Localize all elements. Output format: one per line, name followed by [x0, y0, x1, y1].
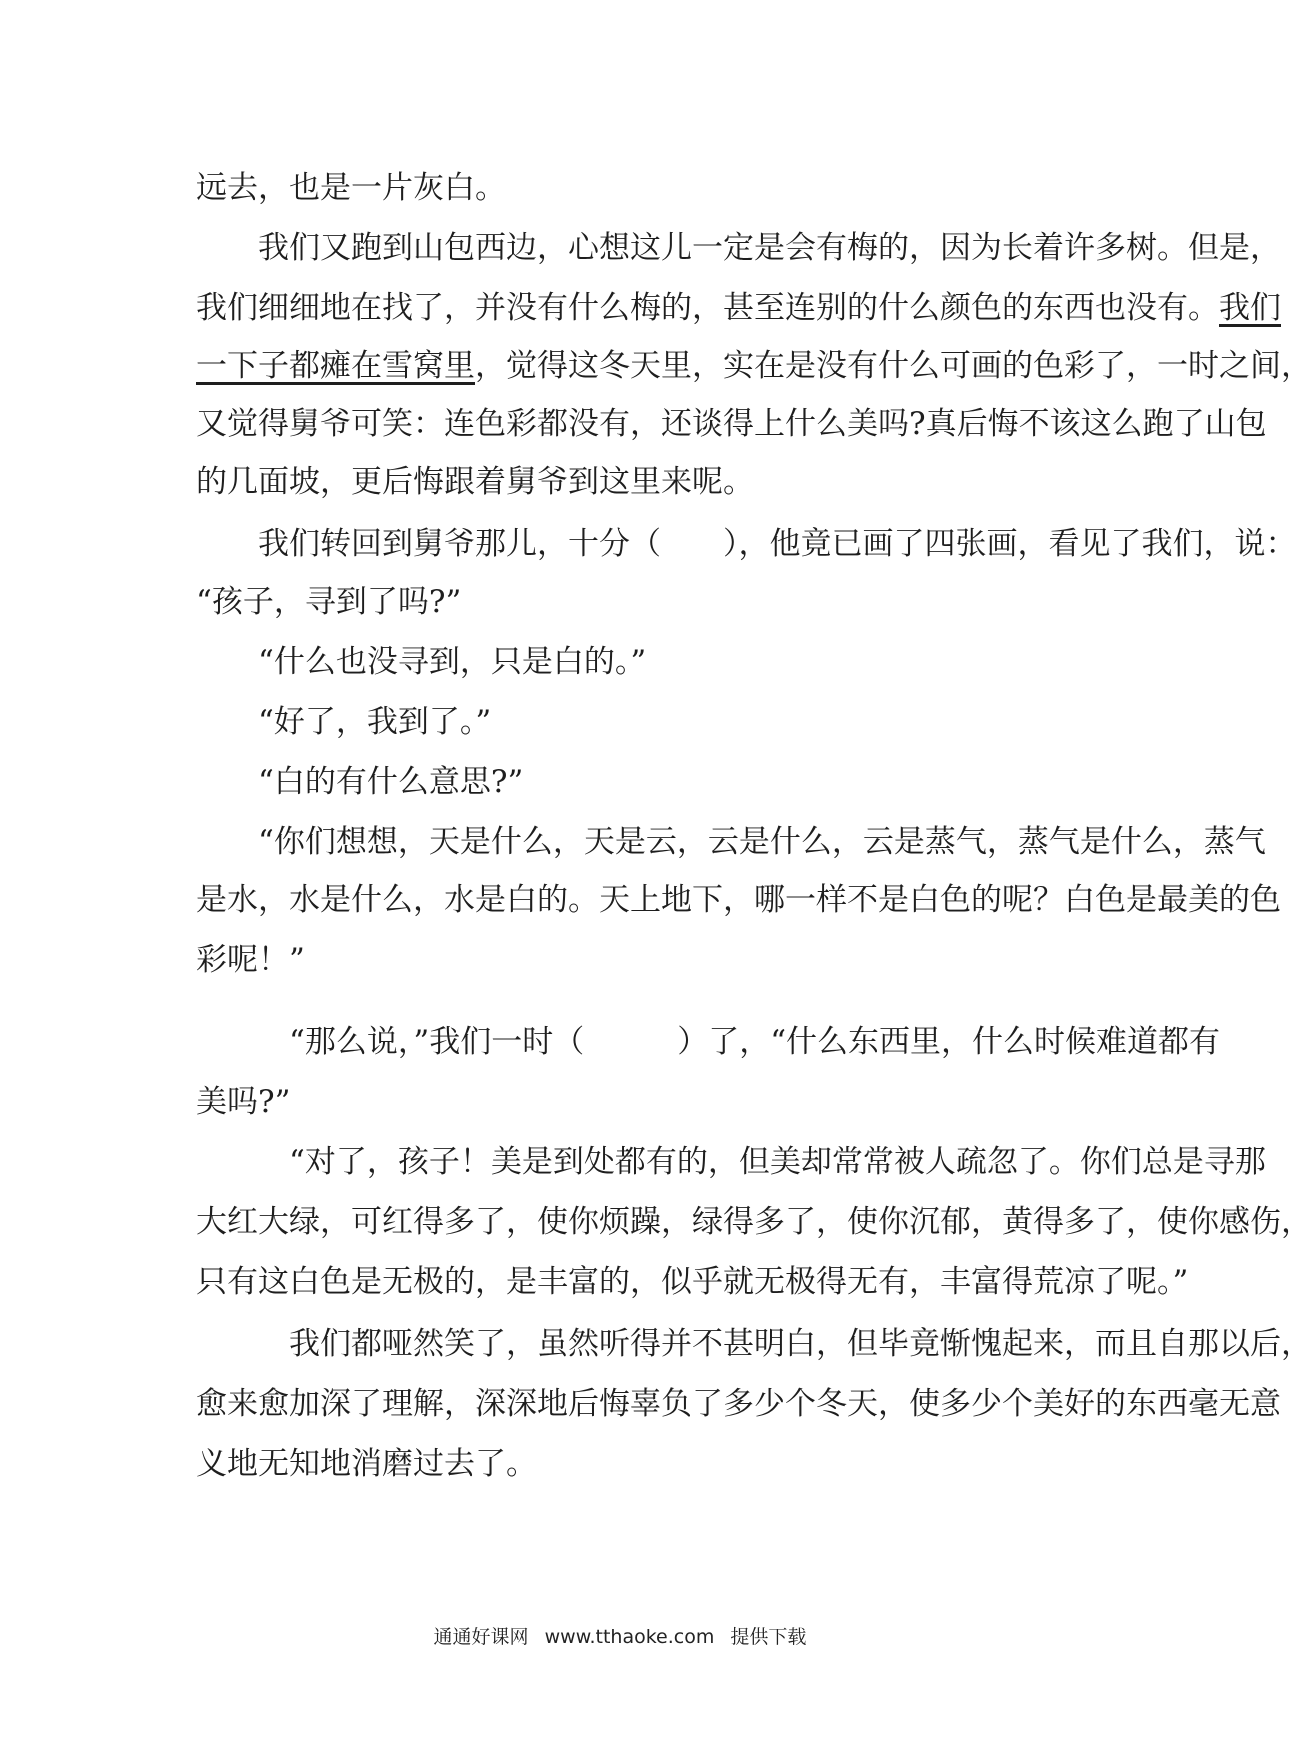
text-line: [196, 346, 1312, 386]
underlined-sentence: 我们: [1219, 290, 1281, 326]
text-line: 的几面坡，更后悔跟着舅爷到这里来呢。: [196, 464, 754, 500]
footer-site-name: 通通好课网: [433, 1626, 529, 1648]
underlined-sentence: 一下子都瘫在雪窝里: [196, 348, 475, 384]
text-line: 我们转回到舅爷那儿，十分（ ），他竟已画了四张画，看见了我们，说：: [196, 526, 1297, 562]
text-line: “好了，我到了。”: [196, 704, 492, 740]
text-line: 愈来愈加深了理解，深深地后悔辜负了多少个冬天，使多少个美好的东西毫无意: [196, 1386, 1281, 1422]
text-line: 义地无知地消磨过去了。: [196, 1446, 537, 1482]
text-line: 大红大绿，可红得多了，使你烦躁，绿得多了，使你沉郁，黄得多了，使你感伤，: [196, 1204, 1312, 1240]
text-line: 我们又跑到山包西边，心想这儿一定是会有梅的，因为长着许多树。但是，: [196, 230, 1281, 266]
text-line: 是水，水是什么，水是白的。天上地下，哪一样不是白色的呢？白色是最美的色: [196, 882, 1281, 918]
footer-url[interactable]: www.tthaoke.com: [544, 1626, 715, 1648]
text-line: “孩子，寻到了吗?”: [196, 584, 462, 620]
footer-tagline: 提供下载: [730, 1626, 807, 1648]
text-line: 远去，也是一片灰白。: [196, 170, 506, 206]
text-line: 彩呢！”: [196, 942, 305, 978]
text-line: “白的有什么意思?”: [196, 764, 524, 800]
text-line: “对了，孩子！美是到处都有的，但美却常常被人疏忽了。你们总是寻那: [196, 1144, 1266, 1180]
text-line: 又觉得舅爷可笑：连色彩都没有，还谈得上什么美吗?真后悔不该这么跑了山包: [196, 406, 1267, 442]
text-line: 我们都哑然笑了，虽然听得并不甚明白，但毕竟惭愧起来，而且自那以后，: [196, 1326, 1312, 1362]
text-line: “什么也没寻到，只是白的。”: [196, 644, 647, 680]
text-span: 我们细细地在找了，并没有什么梅的，甚至连别的什么颜色的东西也没有。: [196, 290, 1219, 326]
text-line: “你们想想，天是什么，天是云，云是什么，云是蒸气，蒸气是什么，蒸气: [196, 824, 1266, 860]
page-footer: [0, 1622, 1240, 1649]
text-line: 只有这白色是无极的，是丰富的，似乎就无极得无有，丰富得荒凉了呢。”: [196, 1264, 1189, 1300]
text-span: ，觉得这冬天里，实在是没有什么可画的色彩了，一时之间，: [475, 348, 1312, 384]
text-line: “那么说，”我们一时（ ）了，“什么东西里，什么时候难道都有: [196, 1024, 1221, 1060]
text-line: [196, 288, 1281, 328]
text-line: 美吗?”: [196, 1084, 291, 1120]
